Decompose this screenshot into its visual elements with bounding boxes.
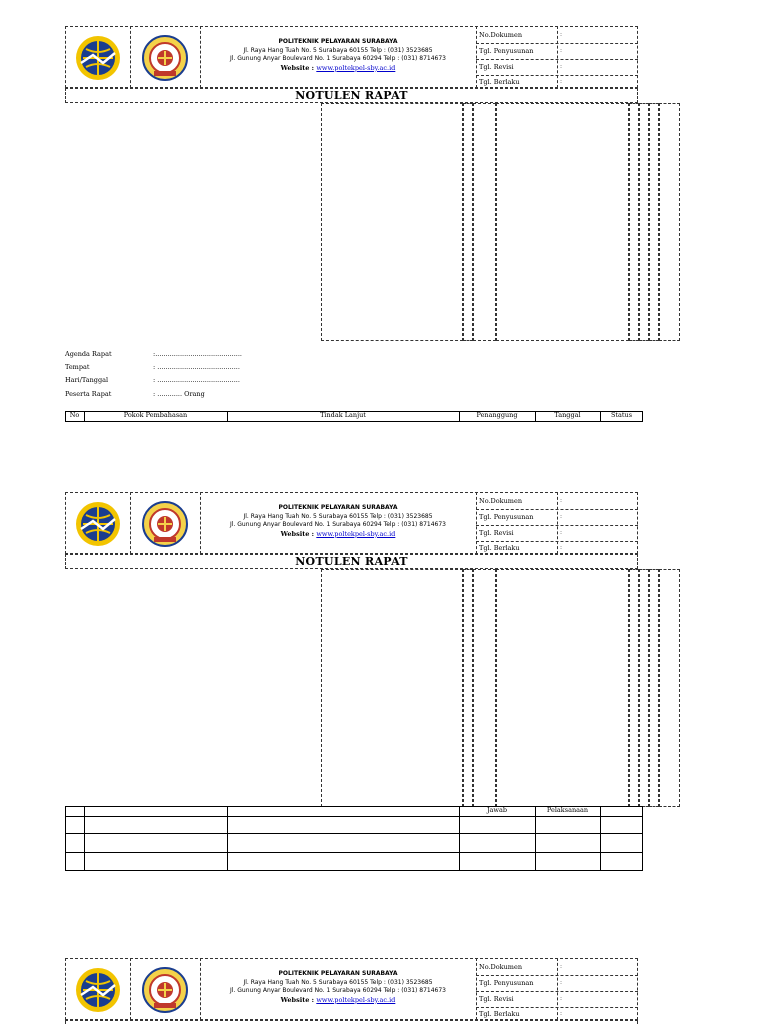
meta-colon: : [560, 78, 563, 85]
meta-label-tgl-berlaku: Tgl. Berlaku [479, 78, 520, 86]
meta-label-tgl-berlaku: Tgl. Berlaku [479, 1010, 520, 1018]
th-status: Status [610, 411, 633, 419]
meta-row-line [476, 509, 638, 510]
meta-row-line [476, 991, 638, 992]
meta-label-tgl-revisi: Tgl. Revisi [479, 529, 514, 537]
website-link[interactable]: www.poltekpel-sby.ac.id [316, 529, 396, 538]
website-line [200, 64, 476, 73]
meta-colon: : [560, 995, 563, 1002]
tempat-value[interactable]: : ........................................ [153, 363, 240, 371]
meta-row-line [476, 75, 638, 76]
header-divider-logo-3 [130, 958, 131, 1020]
emblem-logo-icon [140, 33, 190, 83]
meta-label-tgl-berlaku: Tgl. Berlaku [479, 544, 520, 552]
dashed-column [463, 569, 473, 807]
institution-name: POLITEKNIK PELAYARAN SURABAYA [278, 970, 398, 977]
meta-colon: : [560, 529, 563, 536]
meta-colon: : [560, 63, 563, 70]
dashed-column [659, 103, 680, 341]
meta-colon: : [560, 544, 563, 551]
header-divider-meta-1 [476, 26, 477, 88]
page-title: NOTULEN RAPAT [295, 555, 408, 568]
meta-label-no-dokumen: No.Dokumen [479, 31, 522, 39]
hari-tanggal-label: Hari/Tanggal [65, 376, 109, 384]
dashed-column [496, 103, 629, 341]
header-divider-colon-3 [557, 958, 558, 1020]
meta-label-no-dokumen: No.Dokumen [479, 497, 522, 505]
dashed-column [639, 569, 649, 807]
header-divider-colon-1 [557, 26, 558, 88]
meta-colon: : [560, 497, 563, 504]
meta-colon: : [560, 513, 563, 520]
dashed-column [649, 103, 659, 341]
emblem-logo-icon [140, 965, 190, 1015]
dashed-column [321, 103, 463, 341]
website-label: Website : [280, 529, 317, 538]
dashed-column [473, 569, 496, 807]
agenda-label: Agenda Rapat [65, 350, 112, 358]
dashed-column [639, 103, 649, 341]
meta-label-tgl-penyusunan: Tgl. Penyusunan [479, 979, 534, 987]
address-line-2: Jl. Gunung Anyar Boulevard No. 1 Surabaya 60294 Telp : (031) 8714673 [230, 55, 446, 62]
th-tanggal: Tanggal [554, 411, 581, 419]
title-box-3-top [65, 1020, 638, 1024]
meta-label-tgl-revisi: Tgl. Revisi [479, 995, 514, 1003]
address-line-2: Jl. Gunung Anyar Boulevard No. 1 Surabaya 60294 Telp : (031) 8714673 [230, 987, 446, 994]
website-label: Website : [280, 63, 317, 72]
table-row-line [65, 816, 643, 817]
meta-label-no-dokumen: No.Dokumen [479, 963, 522, 971]
meta-label-tgl-penyusunan: Tgl. Penyusunan [479, 47, 534, 55]
header-divider-meta-2 [476, 492, 477, 554]
meta-row-line [476, 59, 638, 60]
meta-colon: : [560, 31, 563, 38]
th-pokok-pembahasan: Pokok Pembahasan [123, 411, 188, 419]
dashed-column [629, 103, 639, 341]
table-row-line [65, 852, 643, 853]
th-no: No [69, 411, 80, 419]
dashed-column [649, 569, 659, 807]
institution-name: POLITEKNIK PELAYARAN SURABAYA [278, 38, 398, 45]
meta-label-tgl-revisi: Tgl. Revisi [479, 63, 514, 71]
globe-logo-icon [73, 33, 123, 83]
dashed-column [496, 569, 629, 807]
meta-label-tgl-penyusunan: Tgl. Penyusunan [479, 513, 534, 521]
dashed-column [659, 569, 680, 807]
website-link[interactable]: www.poltekpel-sby.ac.id [316, 63, 396, 72]
dashed-column [463, 103, 473, 341]
table-col-line [227, 806, 228, 871]
meta-colon: : [560, 1010, 563, 1017]
website-line [200, 530, 476, 539]
table-col-line [535, 806, 536, 871]
th-penanggung: Penanggung [476, 411, 518, 419]
address-line-1: Jl. Raya Hang Tuah No. 5 Surabaya 60155 Telp : (031) 3523685 [243, 46, 433, 54]
meta-row-line [476, 525, 638, 526]
th-jawab: Jawab [486, 806, 508, 814]
globe-logo-icon [73, 965, 123, 1015]
th-pelaksanaan: Pelaksanaan [546, 806, 589, 814]
meta-colon: : [560, 979, 563, 986]
header-text-block [200, 970, 476, 1004]
header-text-block [200, 504, 476, 538]
tempat-label: Tempat [65, 363, 90, 371]
meta-row-line [476, 975, 638, 976]
emblem-logo-icon [140, 499, 190, 549]
header-text-block [200, 38, 476, 72]
table-col-line [84, 806, 85, 871]
website-link[interactable]: www.poltekpel-sby.ac.id [316, 995, 396, 1004]
website-line [200, 996, 476, 1005]
meta-row-line [476, 541, 638, 542]
meta-colon: : [560, 47, 563, 54]
header-divider-logo-2 [130, 492, 131, 554]
peserta-value[interactable]: : ............ Orang [153, 390, 205, 398]
website-label: Website : [280, 995, 317, 1004]
hari-tanggal-value[interactable]: : ........................................ [153, 376, 240, 384]
dashed-column [473, 103, 496, 341]
dashed-column [321, 569, 463, 807]
th-tindak-lanjut: Tindak Lanjut [320, 411, 366, 419]
table-row-line [65, 833, 643, 834]
globe-logo-icon [73, 499, 123, 549]
address-line-1: Jl. Raya Hang Tuah No. 5 Surabaya 60155 Telp : (031) 3523685 [243, 978, 433, 986]
address-line-1: Jl. Raya Hang Tuah No. 5 Surabaya 60155 Telp : (031) 3523685 [243, 512, 433, 520]
dashed-column [629, 569, 639, 807]
header-divider-meta-3 [476, 958, 477, 1020]
agenda-value[interactable]: :.......................................... [153, 350, 242, 358]
peserta-label: Peserta Rapat [65, 390, 112, 398]
address-line-2: Jl. Gunung Anyar Boulevard No. 1 Surabaya 60294 Telp : (031) 8714673 [230, 521, 446, 528]
meta-row-line [476, 43, 638, 44]
header-divider-logo-1 [130, 26, 131, 88]
header-divider-colon-2 [557, 492, 558, 554]
institution-name: POLITEKNIK PELAYARAN SURABAYA [278, 504, 398, 511]
meta-row-line [476, 1007, 638, 1008]
meta-colon: : [560, 963, 563, 970]
page-title: NOTULEN RAPAT [295, 89, 408, 102]
table-col-line [600, 806, 601, 871]
table-col-line [459, 806, 460, 871]
